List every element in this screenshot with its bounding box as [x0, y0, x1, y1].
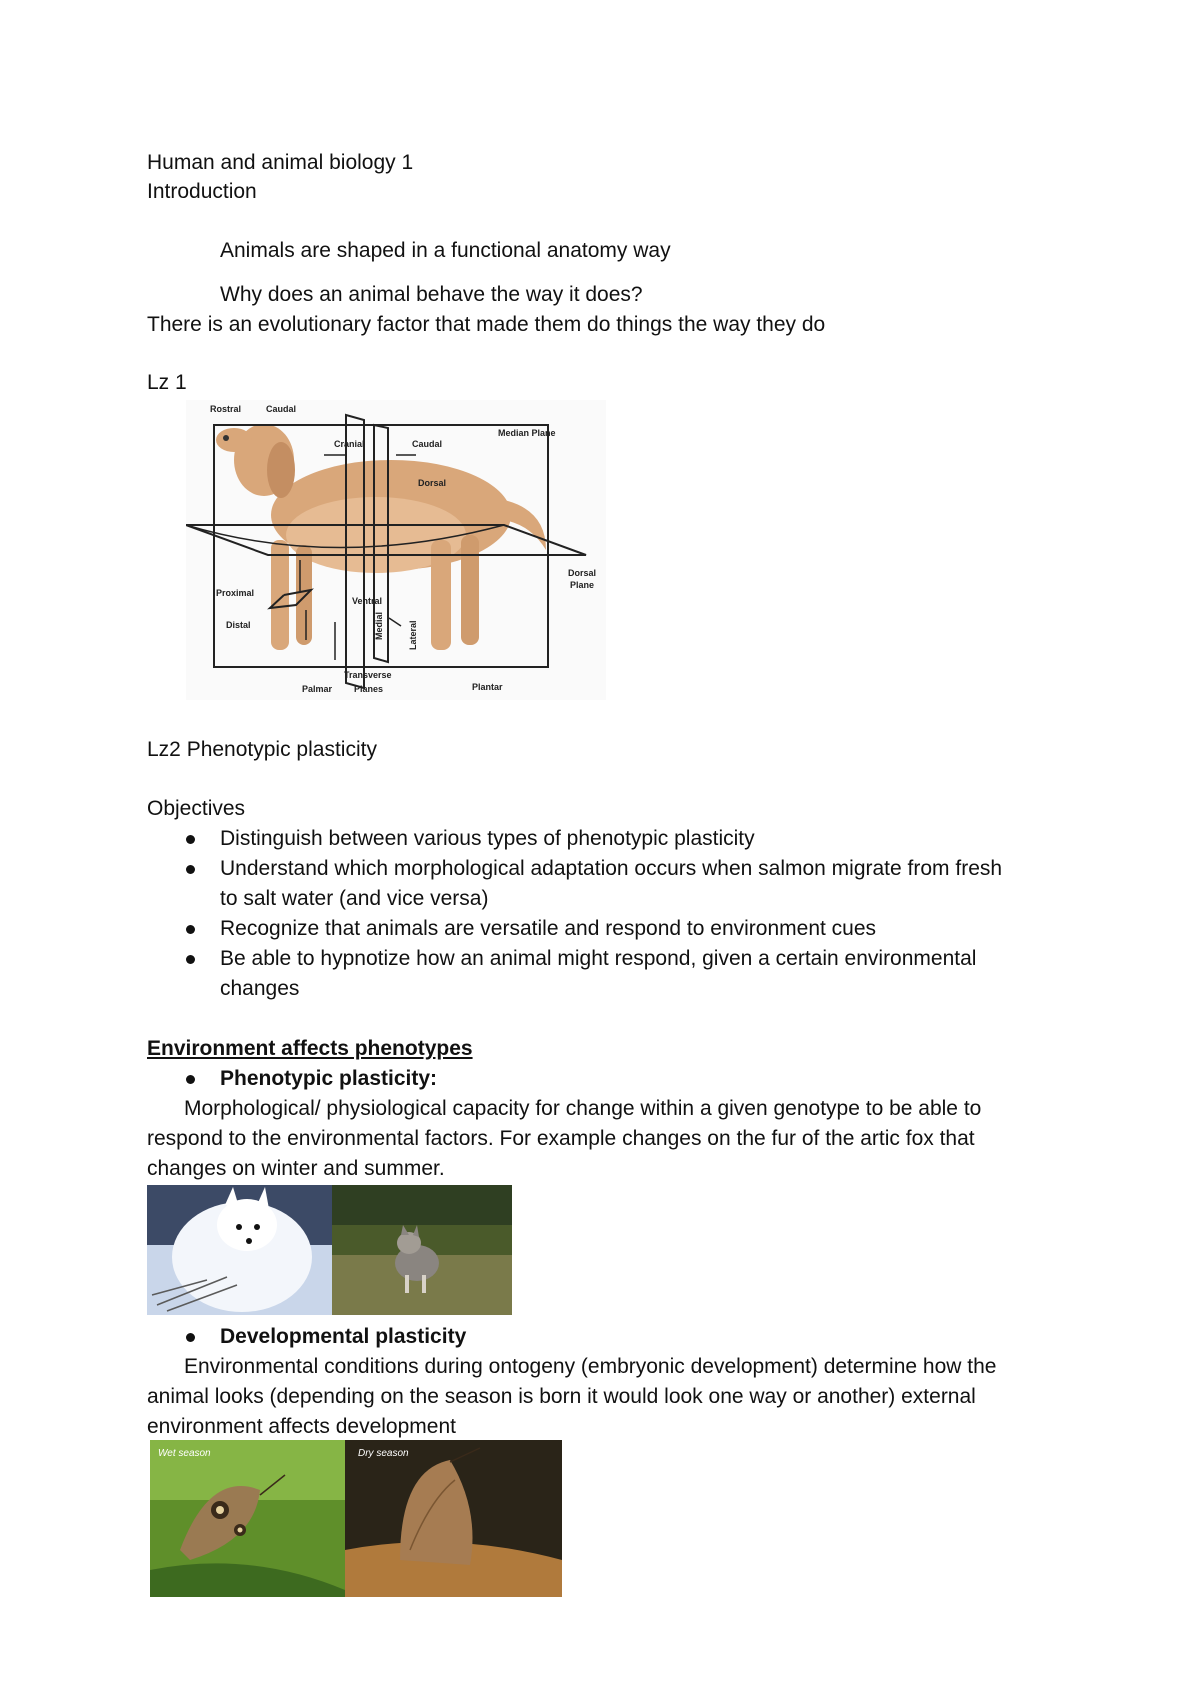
label-caudal-top: Caudal	[266, 404, 297, 414]
label-caudal-mid: Caudal	[412, 439, 443, 449]
objective-2: Understand which morphological adaptation occurs when salmon migrate from fresh	[220, 857, 1003, 880]
developmental-plasticity-title: Developmental plasticity	[220, 1325, 467, 1348]
objectives-heading: Objectives	[147, 797, 246, 820]
label-ventral: Ventral	[352, 596, 383, 606]
bullet-icon	[186, 955, 195, 964]
wet-season-label: Wet season	[158, 1448, 211, 1459]
objective-4-cont: changes	[220, 977, 300, 1000]
arctic-fox-winter-photo	[147, 1185, 332, 1315]
developmental-line-3: environment affects development	[147, 1415, 456, 1438]
phenotypic-line-3: changes on winter and summer.	[147, 1157, 445, 1180]
label-dorsal-plane-2: Plane	[570, 580, 595, 590]
environment-heading: Environment affects phenotypes	[147, 1037, 473, 1060]
label-plantar: Plantar	[472, 682, 503, 692]
label-dorsal-plane-1: Dorsal	[568, 568, 597, 578]
label-transverse: Transverse	[344, 670, 392, 680]
arctic-fox-summer-photo	[332, 1185, 512, 1315]
label-median-plane: Median Plane	[498, 428, 556, 438]
label-dorsal: Dorsal	[418, 478, 447, 488]
bullet-icon	[186, 1333, 195, 1342]
intro-line-3: There is an evolutionary factor that made them do things the way they do	[147, 313, 826, 336]
label-proximal: Proximal	[216, 588, 255, 598]
dog-anatomy-figure	[186, 400, 606, 700]
arctic-fox-photos	[147, 1185, 512, 1315]
section-introduction: Introduction	[147, 180, 257, 203]
objective-2-cont: to salt water (and vice versa)	[220, 887, 489, 910]
label-planes: Planes	[354, 684, 384, 694]
dry-season-label: Dry season	[358, 1448, 409, 1459]
developmental-line-1: Environmental conditions during ontogeny (embryonic development) determine how the	[184, 1355, 997, 1378]
document-title: Human and animal biology 1	[147, 151, 414, 174]
bullet-icon	[186, 925, 195, 934]
dry-season-butterfly-photo	[345, 1440, 562, 1597]
lz1-heading: Lz 1	[147, 371, 187, 394]
bullet-icon	[186, 835, 195, 844]
intro-line-2: Why does an animal behave the way it does?	[220, 283, 643, 306]
label-medial: Medial	[374, 611, 384, 640]
label-rostral: Rostral	[210, 404, 242, 414]
label-distal: Distal	[226, 620, 251, 630]
objective-3: Recognize that animals are versatile and respond to environment cues	[220, 917, 877, 940]
label-palmar: Palmar	[302, 684, 333, 694]
developmental-line-2: animal looks (depending on the season is born it would look one way or another) external	[147, 1385, 976, 1408]
intro-line-1: Animals are shaped in a functional anatomy way	[220, 239, 671, 262]
butterfly-photos	[150, 1440, 562, 1597]
objective-1: Distinguish between various types of phenotypic plasticity	[220, 827, 755, 850]
phenotypic-plasticity-title: Phenotypic plasticity:	[220, 1067, 438, 1090]
label-lateral: Lateral	[408, 620, 418, 650]
objective-4: Be able to hypnotize how an animal might respond, given a certain environmental	[220, 947, 977, 970]
bullet-icon	[186, 865, 195, 874]
label-cranial: Cranial	[334, 439, 365, 449]
lz2-heading: Lz2 Phenotypic plasticity	[147, 738, 377, 761]
wet-season-butterfly-photo	[150, 1440, 345, 1597]
bullet-icon	[186, 1075, 195, 1084]
phenotypic-line-2: respond to the environmental factors. For example changes on the fur of the artic fox that	[147, 1127, 975, 1150]
phenotypic-line-1: Morphological/ physiological capacity for change within a given genotype to be able to	[184, 1097, 982, 1120]
